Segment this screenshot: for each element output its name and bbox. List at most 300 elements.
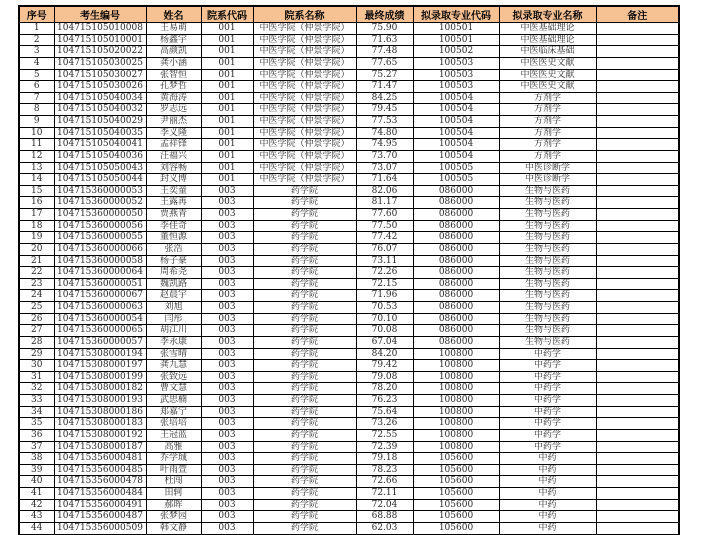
cell-major-name: 中药学 [499,395,596,407]
cell-candidate-id: 104715105050044 [54,174,146,186]
cell-major-name: 中药学 [499,418,596,430]
column-header-remark: 备注 [596,6,679,23]
cell-major-code: 100505 [413,174,499,186]
cell-major-code: 086000 [413,185,499,197]
cell-major-code: 086000 [413,325,499,337]
cell-dept-code: 001 [201,46,253,58]
cell-final-score: 75.90 [356,23,413,35]
cell-seq: 31 [19,371,54,383]
cell-seq: 40 [19,476,54,488]
table-row [19,429,679,441]
cell-candidate-id: 104715308000197 [54,360,146,372]
cell-candidate-id: 104715356000478 [54,476,146,488]
cell-dept-code: 003 [201,429,253,441]
cell-candidate-id: 104715105040034 [54,92,146,104]
cell-dept-code: 001 [201,104,253,116]
cell-dept-name: 药学院 [253,499,356,511]
cell-final-score: 73.07 [356,162,413,174]
cell-seq: 29 [19,348,54,360]
cell-candidate-id: 104715105030026 [54,81,146,93]
cell-major-name: 中医临床基础 [499,46,596,58]
cell-major-name: 生物与医药 [499,209,596,221]
cell-seq: 43 [19,511,54,523]
cell-remark [596,57,679,69]
cell-name: 董恒源 [146,232,201,244]
table-row [19,511,679,523]
cell-name: 罗志远 [146,104,201,116]
cell-dept-name: 药学院 [253,185,356,197]
cell-seq: 24 [19,290,54,302]
cell-seq: 27 [19,325,54,337]
cell-final-score: 77.48 [356,46,413,58]
cell-major-name: 生物与医药 [499,255,596,267]
cell-candidate-id: 104715308000187 [54,441,146,453]
cell-major-name: 中药 [499,511,596,523]
cell-dept-name: 药学院 [253,406,356,418]
cell-seq: 39 [19,464,54,476]
cell-candidate-id: 104715105040035 [54,127,146,139]
cell-candidate-id: 104715360000063 [54,302,146,314]
cell-seq: 36 [19,429,54,441]
cell-final-score: 62.03 [356,522,413,534]
cell-name: 高雅 [146,441,201,453]
cell-dept-code: 003 [201,267,253,279]
cell-name: 曹文慧 [146,383,201,395]
cell-major-name: 生物与医药 [499,325,596,337]
cell-candidate-id: 104715105040029 [54,116,146,128]
cell-seq: 12 [19,150,54,162]
table-row [19,255,679,267]
cell-major-code: 105600 [413,453,499,465]
cell-major-name: 方剂学 [499,92,596,104]
table-row [19,441,679,453]
cell-name: 李佳奇 [146,220,201,232]
cell-dept-code: 003 [201,441,253,453]
cell-dept-name: 中医学院（仲景学院） [253,174,356,186]
cell-seq: 32 [19,383,54,395]
cell-major-name: 生物与医药 [499,232,596,244]
cell-final-score: 79.08 [356,371,413,383]
cell-seq: 2 [19,34,54,46]
cell-seq: 20 [19,243,54,255]
cell-dept-code: 001 [201,162,253,174]
cell-name: 孟祥锋 [146,139,201,151]
cell-name: 郝晖 [146,499,201,511]
cell-candidate-id: 104715356000484 [54,488,146,500]
cell-final-score: 81.17 [356,197,413,209]
cell-final-score: 70.08 [356,325,413,337]
cell-major-code: 086000 [413,232,499,244]
cell-name: 刘容畅 [146,162,201,174]
cell-dept-code: 001 [201,150,253,162]
table-row [19,104,679,116]
cell-remark [596,23,679,35]
cell-major-name: 中药 [499,499,596,511]
cell-seq: 33 [19,395,54,407]
cell-candidate-id: 104715105030025 [54,57,146,69]
cell-candidate-id: 104715308000199 [54,371,146,383]
cell-seq: 28 [19,336,54,348]
cell-dept-name: 中医学院（仲景学院） [253,116,356,128]
cell-final-score: 71.63 [356,34,413,46]
cell-seq: 14 [19,174,54,186]
cell-dept-code: 003 [201,278,253,290]
cell-final-score: 71.47 [356,81,413,93]
cell-major-code: 100800 [413,441,499,453]
cell-final-score: 79.18 [356,453,413,465]
cell-remark [596,267,679,279]
cell-dept-name: 药学院 [253,360,356,372]
cell-candidate-id: 104715360000051 [54,278,146,290]
cell-seq: 42 [19,499,54,511]
cell-remark [596,453,679,465]
cell-name: 刘旭 [146,302,201,314]
cell-dept-name: 药学院 [253,325,356,337]
cell-remark [596,476,679,488]
cell-name: 杜闯 [146,476,201,488]
cell-dept-code: 001 [201,34,253,46]
cell-major-name: 中药学 [499,406,596,418]
cell-name: 杨子豪 [146,255,201,267]
cell-seq: 5 [19,69,54,81]
cell-name: 张浩 [146,243,201,255]
cell-name: 赵晨宇 [146,290,201,302]
cell-final-score: 73.26 [356,418,413,430]
cell-dept-code: 003 [201,348,253,360]
table-row [19,278,679,290]
cell-dept-code: 001 [201,174,253,186]
cell-remark [596,464,679,476]
cell-major-name: 方剂学 [499,139,596,151]
cell-name: 魏凯路 [146,278,201,290]
cell-major-code: 086000 [413,336,499,348]
table-row [19,81,679,93]
column-header-final-score: 最终成绩 [356,6,413,23]
cell-dept-code: 003 [201,511,253,523]
cell-dept-name: 药学院 [253,336,356,348]
cell-name: 张梦园 [146,511,201,523]
cell-dept-name: 药学院 [253,418,356,430]
cell-remark [596,406,679,418]
cell-major-name: 中医诊断学 [499,174,596,186]
cell-final-score: 75.64 [356,406,413,418]
cell-name: 张致远 [146,371,201,383]
cell-final-score: 73.11 [356,255,413,267]
table-row [19,34,679,46]
cell-candidate-id: 104715360000057 [54,336,146,348]
cell-dept-code: 003 [201,453,253,465]
cell-dept-name: 药学院 [253,476,356,488]
cell-major-name: 中医医史文献 [499,57,596,69]
cell-final-score: 84.20 [356,348,413,360]
cell-final-score: 76.23 [356,395,413,407]
cell-seq: 41 [19,488,54,500]
cell-dept-name: 药学院 [253,197,356,209]
cell-remark [596,185,679,197]
table-row [19,232,679,244]
cell-major-name: 中医诊断学 [499,162,596,174]
cell-major-code: 086000 [413,243,499,255]
cell-dept-code: 003 [201,209,253,221]
cell-dept-name: 中医学院（仲景学院） [253,92,356,104]
table-row [19,162,679,174]
cell-major-code: 105600 [413,522,499,534]
cell-final-score: 76.07 [356,243,413,255]
cell-final-score: 67.04 [356,336,413,348]
table-row [19,92,679,104]
cell-name: 张智恒 [146,69,201,81]
cell-dept-code: 003 [201,232,253,244]
cell-dept-name: 药学院 [253,395,356,407]
cell-final-score: 74.80 [356,127,413,139]
cell-remark [596,104,679,116]
cell-final-score: 75.27 [356,69,413,81]
cell-remark [596,46,679,58]
cell-name: 王奕童 [146,185,201,197]
cell-seq: 25 [19,302,54,314]
cell-remark [596,81,679,93]
cell-major-name: 生物与医药 [499,302,596,314]
cell-seq: 19 [19,232,54,244]
cell-major-code: 100503 [413,57,499,69]
cell-seq: 1 [19,23,54,35]
cell-candidate-id: 104715105040032 [54,104,146,116]
cell-name: 张雪晴 [146,348,201,360]
cell-major-code: 086000 [413,290,499,302]
cell-candidate-id: 104715356000509 [54,522,146,534]
cell-dept-name: 药学院 [253,348,356,360]
cell-dept-code: 003 [201,476,253,488]
cell-dept-code: 003 [201,499,253,511]
cell-dept-name: 中医学院（仲景学院） [253,104,356,116]
cell-dept-name: 中医学院（仲景学院） [253,69,356,81]
cell-remark [596,92,679,104]
cell-name: 王露苒 [146,197,201,209]
cell-candidate-id: 104715308000193 [54,395,146,407]
cell-remark [596,290,679,302]
cell-remark [596,488,679,500]
cell-remark [596,429,679,441]
cell-final-score: 72.04 [356,499,413,511]
cell-seq: 16 [19,197,54,209]
cell-major-code: 100504 [413,116,499,128]
cell-remark [596,383,679,395]
cell-dept-name: 中医学院（仲景学院） [253,139,356,151]
cell-dept-name: 药学院 [253,232,356,244]
cell-name: 乔学珹 [146,453,201,465]
cell-seq: 30 [19,360,54,372]
cell-major-name: 生物与医药 [499,278,596,290]
table-row [19,336,679,348]
cell-dept-code: 003 [201,360,253,372]
cell-major-code: 100800 [413,418,499,430]
cell-dept-name: 药学院 [253,383,356,395]
cell-candidate-id: 104715105040036 [54,150,146,162]
table-row [19,290,679,302]
cell-final-score: 72.39 [356,441,413,453]
cell-major-code: 086000 [413,267,499,279]
cell-dept-code: 001 [201,23,253,35]
cell-seq: 8 [19,104,54,116]
cell-candidate-id: 104715105010008 [54,23,146,35]
column-header-dept-code: 院系代码 [201,6,253,23]
cell-name: 龚九慧 [146,360,201,372]
cell-dept-name: 药学院 [253,267,356,279]
cell-final-score: 77.42 [356,232,413,244]
cell-final-score: 68.88 [356,511,413,523]
cell-major-name: 生物与医药 [499,197,596,209]
cell-seq: 6 [19,81,54,93]
table-row [19,476,679,488]
cell-dept-code: 001 [201,81,253,93]
cell-remark [596,395,679,407]
cell-dept-name: 药学院 [253,209,356,221]
cell-remark [596,127,679,139]
column-header-name: 姓名 [146,6,201,23]
cell-dept-name: 中医学院（仲景学院） [253,81,356,93]
table-row [19,197,679,209]
table-row [19,185,679,197]
cell-dept-code: 003 [201,371,253,383]
cell-major-code: 086000 [413,197,499,209]
cell-name: 王易萌 [146,23,201,35]
table-row [19,406,679,418]
cell-remark [596,209,679,221]
cell-major-code: 100800 [413,371,499,383]
cell-dept-name: 中医学院（仲景学院） [253,46,356,58]
cell-final-score: 70.53 [356,302,413,314]
cell-major-code: 100504 [413,127,499,139]
cell-major-code: 105600 [413,488,499,500]
cell-major-name: 生物与医药 [499,267,596,279]
cell-final-score: 72.66 [356,476,413,488]
cell-candidate-id: 104715308000192 [54,429,146,441]
cell-major-code: 100800 [413,360,499,372]
cell-remark [596,197,679,209]
cell-candidate-id: 104715360000064 [54,267,146,279]
column-header-dept-name: 院系名称 [253,6,356,23]
cell-major-name: 中药学 [499,348,596,360]
table-row [19,464,679,476]
cell-remark [596,255,679,267]
column-header-major-name: 拟录取专业名称 [499,6,596,23]
cell-name: 尹丽杰 [146,116,201,128]
cell-candidate-id: 104715308000194 [54,348,146,360]
table-row [19,313,679,325]
cell-major-code: 100501 [413,34,499,46]
cell-major-name: 中药 [499,488,596,500]
cell-name: 李义隆 [146,127,201,139]
cell-major-code: 086000 [413,302,499,314]
cell-final-score: 70.10 [356,313,413,325]
cell-dept-code: 003 [201,522,253,534]
cell-major-name: 中药学 [499,360,596,372]
cell-major-name: 中药 [499,522,596,534]
cell-major-code: 100800 [413,429,499,441]
cell-major-name: 生物与医药 [499,336,596,348]
cell-remark [596,499,679,511]
cell-dept-code: 003 [201,220,253,232]
cell-candidate-id: 104715360000052 [54,197,146,209]
cell-final-score: 79.42 [356,360,413,372]
cell-dept-name: 中医学院（仲景学院） [253,127,356,139]
column-header-major-code: 拟录取专业代码 [413,6,499,23]
cell-remark [596,511,679,523]
cell-name: 贾燕青 [146,209,201,221]
cell-name: 郑嘉宁 [146,406,201,418]
cell-dept-name: 药学院 [253,243,356,255]
cell-candidate-id: 104715105010001 [54,34,146,46]
cell-major-name: 中药学 [499,429,596,441]
cell-candidate-id: 104715308000182 [54,383,146,395]
cell-remark [596,116,679,128]
cell-major-code: 105600 [413,464,499,476]
cell-candidate-id: 104715105040041 [54,139,146,151]
cell-dept-code: 003 [201,406,253,418]
cell-final-score: 71.96 [356,290,413,302]
cell-major-name: 方剂学 [499,150,596,162]
cell-dept-code: 003 [201,302,253,314]
cell-dept-name: 中医学院（仲景学院） [253,34,356,46]
cell-final-score: 84.25 [356,92,413,104]
cell-major-code: 086000 [413,313,499,325]
cell-remark [596,360,679,372]
cell-major-name: 中药学 [499,441,596,453]
cell-final-score: 72.15 [356,278,413,290]
cell-major-code: 100800 [413,383,499,395]
cell-major-name: 中药学 [499,371,596,383]
cell-dept-code: 003 [201,313,253,325]
cell-name: 汪福兴 [146,150,201,162]
cell-dept-name: 药学院 [253,522,356,534]
cell-remark [596,418,679,430]
table-row [19,499,679,511]
table-row [19,348,679,360]
table-row [19,46,679,58]
cell-remark [596,174,679,186]
table-row [19,371,679,383]
cell-major-code: 086000 [413,209,499,221]
cell-dept-name: 药学院 [253,255,356,267]
cell-name: 孔梦哲 [146,81,201,93]
cell-major-code: 100505 [413,162,499,174]
cell-dept-code: 003 [201,243,253,255]
cell-dept-code: 003 [201,464,253,476]
column-header-candidate-id: 考生编号 [54,6,146,23]
cell-final-score: 82.06 [356,185,413,197]
cell-dept-name: 中医学院（仲景学院） [253,150,356,162]
cell-remark [596,313,679,325]
cell-candidate-id: 104715356000485 [54,464,146,476]
cell-major-name: 中医医史文献 [499,69,596,81]
cell-name: 黄海涛 [146,92,201,104]
cell-dept-name: 中医学院（仲景学院） [253,162,356,174]
cell-candidate-id: 104715360000053 [54,185,146,197]
cell-seq: 21 [19,255,54,267]
cell-seq: 13 [19,162,54,174]
cell-dept-name: 药学院 [253,511,356,523]
cell-dept-name: 药学院 [253,220,356,232]
cell-major-code: 100502 [413,46,499,58]
cell-seq: 3 [19,46,54,58]
cell-remark [596,162,679,174]
cell-major-code: 100504 [413,150,499,162]
cell-dept-code: 001 [201,127,253,139]
cell-final-score: 71.64 [356,174,413,186]
cell-seq: 44 [19,522,54,534]
cell-remark [596,243,679,255]
cell-candidate-id: 104715105020022 [54,46,146,58]
